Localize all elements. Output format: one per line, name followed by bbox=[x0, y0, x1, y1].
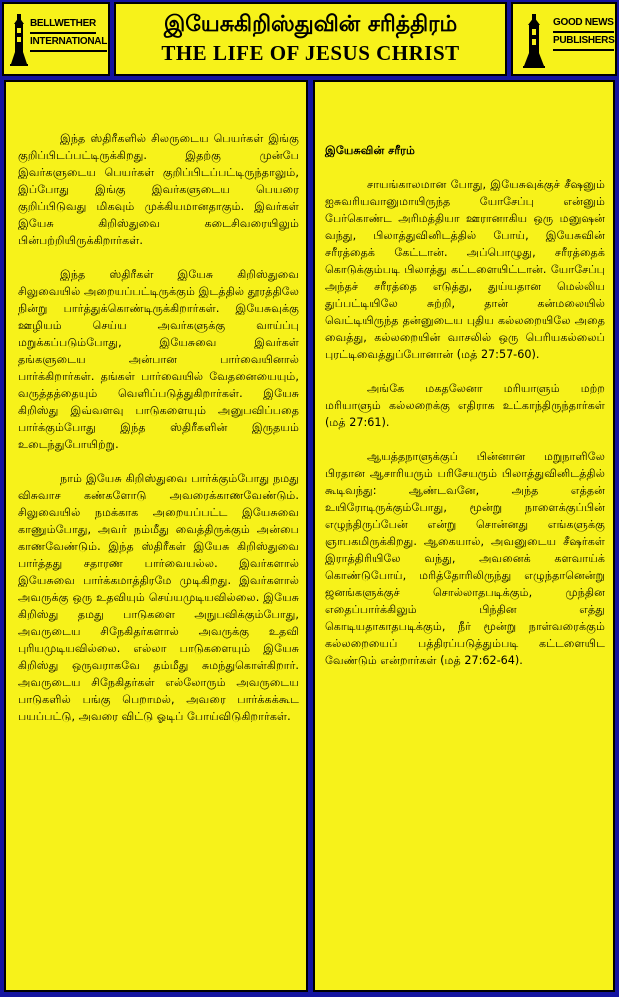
bellwether-logo bbox=[2, 2, 110, 76]
paragraph: சாயங்காலமான போது, இயேசுவுக்குச் சீஷனும் ஐசுவரியவானுமாயிருந்த யோசேப்பு என்னும் பேர்கொண்ட அரிமத்தியா ஊரானாகிய ஒரு மனுஷன் வந்து, பிலாத்துவினிடத்தில் போய், இயேசுவின் சரீரத்தைக் கேட்டான். அப்பொழுது, சரீரத்தைக் கொடுக்கும்படி பிலாத்து கட்டளையிட்டான். யோசேப்பு அந்தச் சரீரத்தை எடுத்து, துய்யதான மெல்லிய துப்பட்டியிலே சுற்றி, தான் கன்மலையில் வெட்டியிருந்த தன்னுடைய புதிய கல்லறையிலே அதை வைத்து, கல்லறையின் வாசலில் ஒரு பெரியகல்லைப் புரட்டிவைத்துப்போனான் (மத் 27:57-60). bbox=[325, 178, 605, 361]
tower-icon bbox=[523, 14, 545, 68]
logo-text-right bbox=[553, 15, 617, 51]
right-column-text bbox=[325, 142, 605, 669]
goodnews-logo bbox=[511, 2, 617, 76]
paragraph: இந்த ஸ்திரீகள் இயேசு கிறிஸ்துவை சிலுவையில் அறையப்பட்டிருக்கும் இடத்தில் தூரத்திலே நின்று பார்த்துக்கொண்டிருக்கிறார்கள். இயேசுவுக்கு ஊழியம் செய்ய அவர்களுக்கு வாய்ப்பு மறுக்கப்படும்போது, இயேசுவை இவர்கள் தங்களுடைய அன்பான பார்வையினால் பார்க்கிறார்கள். தங்கள் பார்வையில் வேதனையையும், வருத்தத்தையும் வெளிப்படுத்துகிறார்கள். இயேசு கிறிஸ்து இவ்வளவு பாடுகளையும் அனுபவிப்பதை பார்க்கும்போது இந்த ஸ்திரீகளின் இருதயம் உடைந்துபோயிற்று. bbox=[18, 268, 299, 451]
tower-icon bbox=[10, 14, 28, 66]
paragraph: அங்கே மகதலேனா மரியாளும் மற்ற மரியாளும் கல்லறைக்கு எதிராக உட்காந்திருந்தார்கள் (மத் 27:61). bbox=[325, 382, 605, 429]
header bbox=[0, 0, 619, 80]
right-column bbox=[313, 80, 615, 992]
title-banner bbox=[114, 2, 507, 76]
logo-line-1: GOOD NEWS bbox=[553, 15, 614, 33]
left-column-text bbox=[18, 130, 299, 725]
logo-line-2: INTERNATIONAL bbox=[30, 34, 107, 52]
left-column bbox=[4, 80, 308, 992]
logo-line-1: BELLWETHER bbox=[30, 16, 96, 34]
paragraph: இந்த ஸ்திரீகளில் சிலருடைய பெயர்கள் இங்கு குறிப்பிடப்பட்டிருக்கிறது. இதற்கு முன்பே இவர்களுடைய பெயர்கள் குறிப்பிடப்பட்டிருந்தாலும், இப்போது இங்கு இவர்களுடைய பெயரை குறிப்பிடுவது மிகவும் முக்கியமானதாகும். இவர்கள் இயேசு கிறிஸ்துவை கடைசிவரையிலும் பின்பற்றியிருக்கிறார்கள். bbox=[18, 132, 299, 247]
section-heading: இயேசுவின் சரீரம் bbox=[325, 144, 415, 157]
paragraph: ஆயத்தநாளுக்குப் பின்னான மறுநாளிலே பிரதான ஆசாரியரும் பரிசேயரும் பிலாத்துவினிடத்தில் கூடிவந்து: ஆண்டவனே, அந்த எத்தன் உயிரோடிருக்கும்போது, மூன்று நாளைக்குப்பின் எழுந்திருப்பேன் என்று சொன்னது எங்களுக்கு ஞாபகமிருக்கிறது. ஆகையால், அவனுடைய சீஷர்கள் இராத்திரியிலே வந்து, அவனைக் களவாய்க் கொண்டுபோய், மரித்தோரிலிருந்து எழுந்தானென்று ஜனங்களுக்குச் சொல்லாதபடிக்கும், முந்தின எதைப்பார்க்கிலும் பிந்தின எத்து கொடியதாகாதபடிக்கும், நீர் மூன்று நாள்வரைக்கும் கல்லறையைப் பத்திரப்படுத்தும்படி கட்டளையிட வேண்டும் என்றார்கள் (மத் 27:62-64). bbox=[325, 450, 605, 667]
page-title-tamil: இயேசுகிறிஸ்துவின் சரித்திரம் bbox=[163, 12, 458, 37]
logo-text-left bbox=[30, 16, 107, 52]
paragraph: நாம் இயேசு கிறிஸ்துவை பார்க்கும்போது நமது விசுவாச கண்களோடு அவரைக்காணவேண்டும். சிலுவையில் நமக்காக அறையப்பட்ட இயேசுவை காணும்போது, அவர் நம்மீது வைத்திருக்கும் அன்பை காணவேண்டும். இந்த ஸ்திரீகள் இயேசு கிறிஸ்துவை பார்த்தது சதாரண பார்வையல்ல. இவர்களால் இயேசுவை பார்க்கமாத்திரமே முடிகிறது. இவர்களால் அவருக்கு ஒரு உதவியும் செய்யமுடியவில்லை. இயேசு கிறிஸ்து தமது பாடுகளை அநுபவிக்கும்போது, அவருடைய சிநேகிதர்களால் அவருக்கு உதவி புரியமுடியவில்லை. எல்லா பாடுகளையும் இயேசு கிறிஸ்து ஒருவராகவே தம்மீது சுமந்துகொள்கிறார். அவருடைய சிநேகிதர்கள் எல்லோரும் அவருடைய பாடுகளில் பங்கு பெறாமல், அவரை பார்க்கக்கூட பயப்பட்டு, அவரை விட்டு ஓடிப் போய்விடுகிறார்கள். bbox=[18, 472, 299, 723]
page-title-english: THE LIFE OF JESUS CHRIST bbox=[161, 41, 460, 65]
logo-line-2: PUBLISHERS bbox=[553, 33, 614, 51]
